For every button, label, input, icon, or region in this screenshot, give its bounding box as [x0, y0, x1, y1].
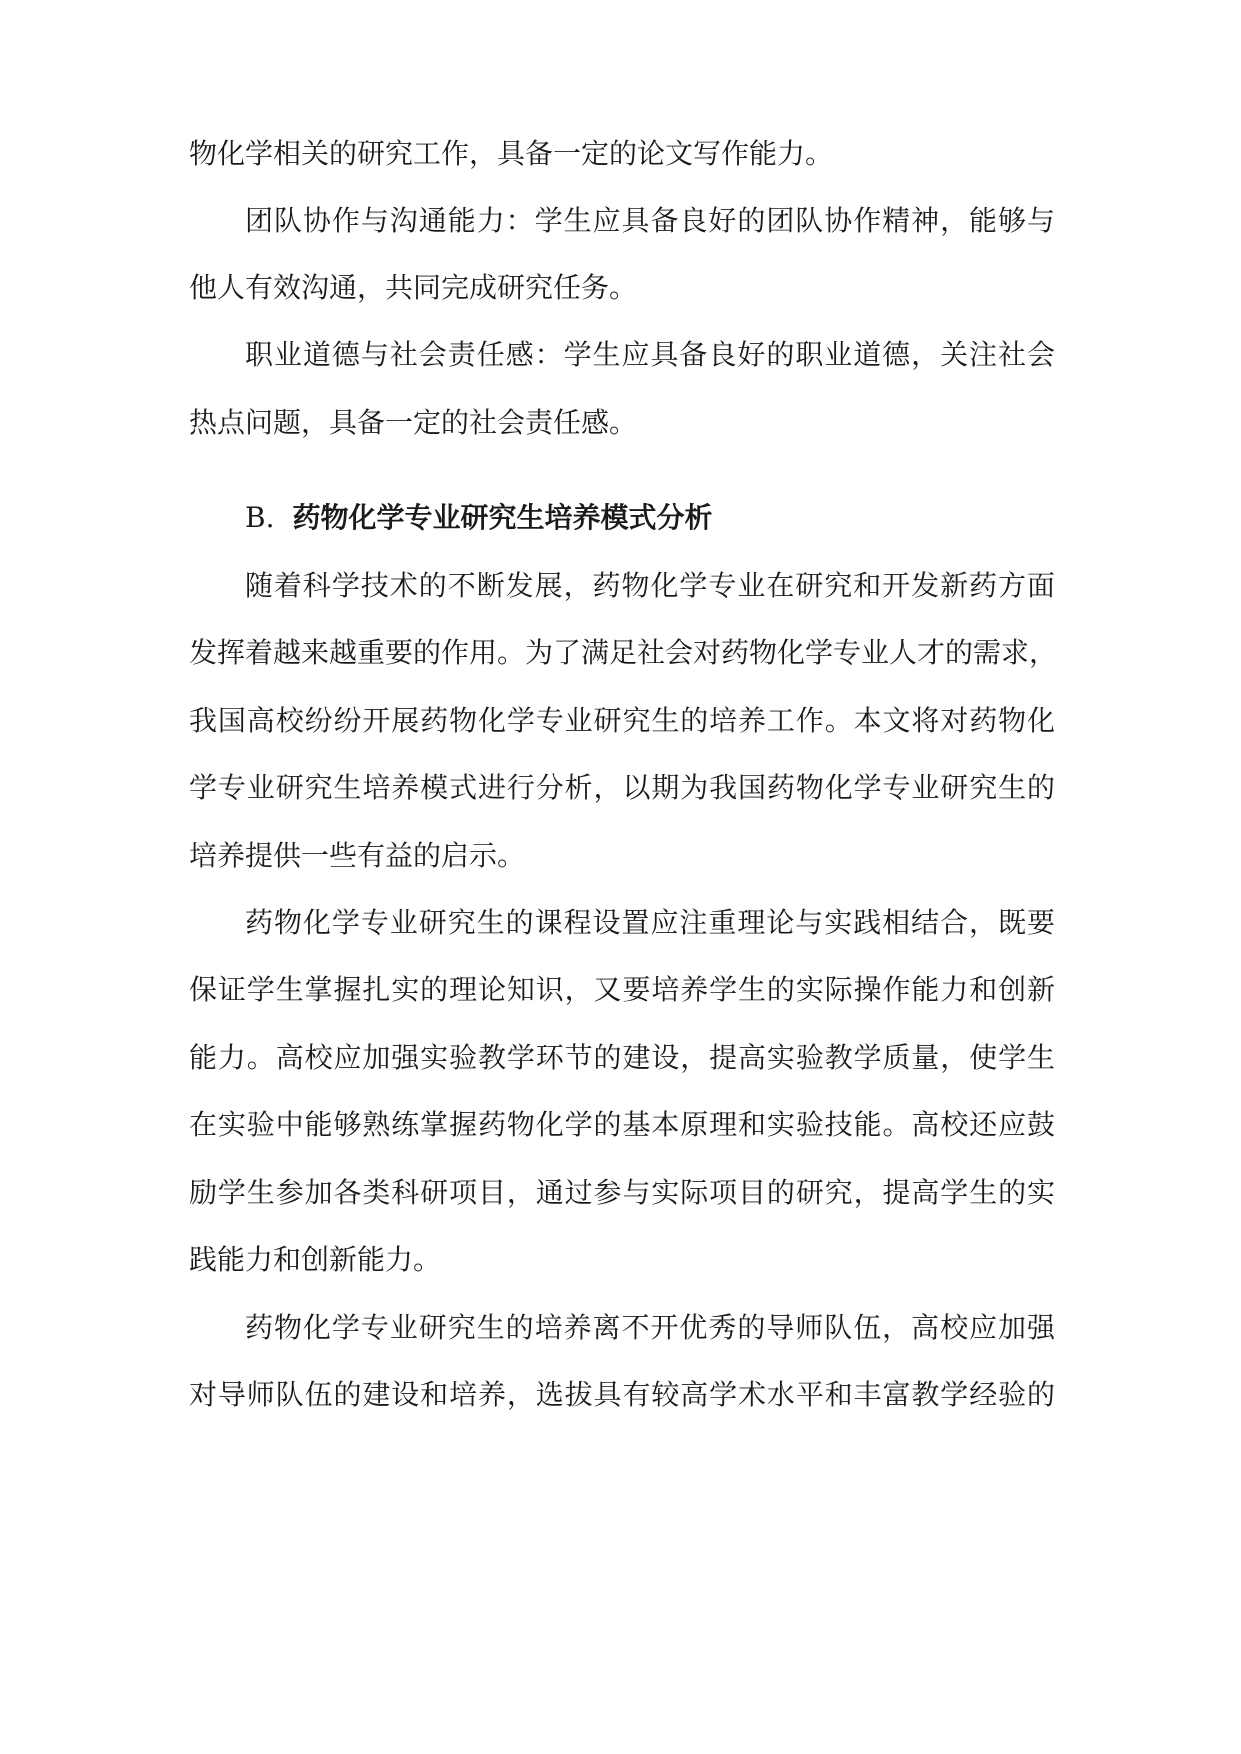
paragraph-line: 团队协作与沟通能力：学生应具备良好的团队协作精神，能够与 — [245, 204, 1055, 237]
paragraph-line: 我国高校纷纷开展药物化学专业研究生的培养工作。本文将对药物化 — [189, 704, 1055, 737]
paragraph-line: 发挥着越来越重要的作用。为了满足社会对药物化学专业人才的需求， — [189, 636, 1058, 669]
paragraph-line: 职业道德与社会责任感：学生应具备良好的职业道德，关注社会 — [245, 338, 1055, 371]
paragraph-line: 随着科学技术的不断发展，药物化学专业在研究和开发新药方面 — [245, 569, 1055, 602]
paragraph-line: 保证学生掌握扎实的理论知识，又要培养学生的实际操作能力和创新 — [189, 973, 1055, 1006]
paragraph-line: 学专业研究生培养模式进行分析，以期为我国药物化学专业研究生的 — [189, 771, 1055, 804]
paragraph-line: 践能力和创新能力。 — [189, 1243, 442, 1276]
section-title: 药物化学专业研究生培养模式分析 — [292, 501, 713, 534]
paragraph-line: 在实验中能够熟练掌握药物化学的基本原理和实验技能。高校还应鼓 — [189, 1108, 1055, 1141]
paragraph-line: 励学生参加各类科研项目，通过参与实际项目的研究，提高学生的实 — [189, 1176, 1055, 1209]
section-label: B. — [245, 501, 275, 534]
paragraph-line: 他人有效沟通，共同完成研究任务。 — [189, 271, 638, 304]
paragraph-line: 能力。高校应加强实验教学环节的建设，提高实验教学质量，使学生 — [189, 1041, 1055, 1074]
paragraph-line: 药物化学专业研究生的课程设置应注重理论与实践相结合，既要 — [245, 906, 1055, 939]
section-heading — [245, 498, 713, 538]
paragraph-line: 对导师队伍的建设和培养，选拔具有较高学术水平和丰富教学经验的 — [189, 1378, 1055, 1411]
paragraph-line: 药物化学专业研究生的培养离不开优秀的导师队伍，高校应加强 — [245, 1311, 1055, 1344]
paragraph-line: 物化学相关的研究工作，具备一定的论文写作能力。 — [189, 137, 834, 170]
paragraph-line: 培养提供一些有益的启示。 — [189, 839, 526, 872]
paragraph-line: 热点问题，具备一定的社会责任感。 — [189, 406, 638, 439]
